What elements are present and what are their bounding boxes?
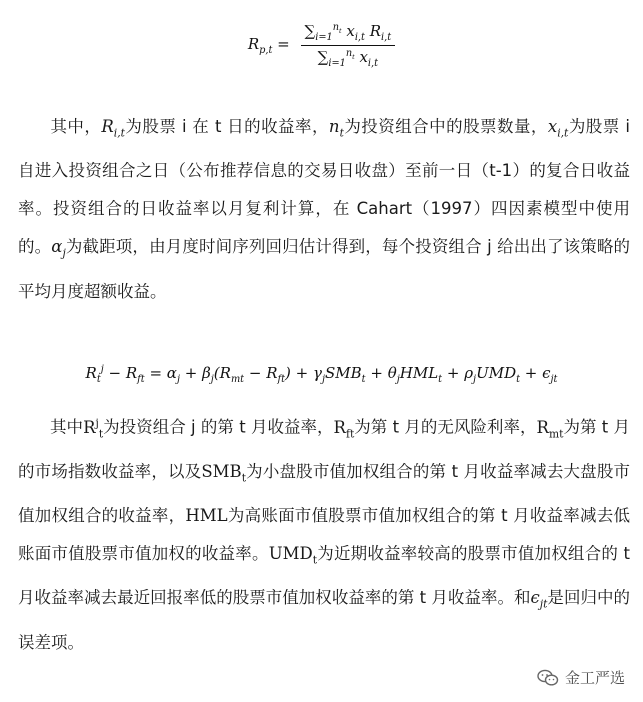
portfolio-return-formula: $R_{p,t}$ = $\frac{\sum_{i=1}^{n_t} x_{i,t} R_{i,t}}{\sum_{i=1}^{n_t} x_{i,t}}$ — [0, 22, 643, 69]
wechat-icon — [537, 669, 559, 687]
four-factor-formula: $R_t^j - R_{ft} = \alpha_j + \beta_j(R_{mt} - R_{ft}) + \gamma_jSMB_t + \theta_jHML_t + \rho_jUMD_t + \epsilon_{jt}$ — [85, 364, 558, 385]
wechat-watermark — [537, 667, 625, 688]
paragraph-factor-definitions: 其中$R^j_t$为投资组合 j 的第 t 月收益率，$R_{ft}$为第 t 月的无风险利率，$R_{mt}$为第 t 月的市场指数收益率，以及$SMB_t$为小盘股市值加权组合的第 t 月收益率减去大盘股市值加权组合的收益率，HML为高账面市值股票市值加权组合的第 t 月收益率减去低账面市值股票市值加权的收益率。$UMD_t$为近期收益率较高的股票市值加权组合的 t 月收益率减去最近回报率低的股票市值加权收益率的第 t 月收益率。和$\epsilon_{jt}$是回归中的误差项。 — [18, 416, 630, 652]
watermark-label: 金工严选 — [564, 669, 625, 687]
paragraph-definitions: 其中，$R_{i,t}$为股票 i 在 t 日的收益率，$n_t$为投资组合中的股票数量，$x_{i,t}$为股票 i 自进入投资组合之日（公布推荐信息的交易日收盘）至前一日（t-1）的复合日收益率。投资组合的日收益率以月复利计算，在 Cahart（1997）四因素模型中使用的。$\alpha_j$为截距项，由月度时间序列回归估计得到，每个投资组合 j 给出出了该策略的平均月度超额收益。 — [18, 117, 631, 301]
